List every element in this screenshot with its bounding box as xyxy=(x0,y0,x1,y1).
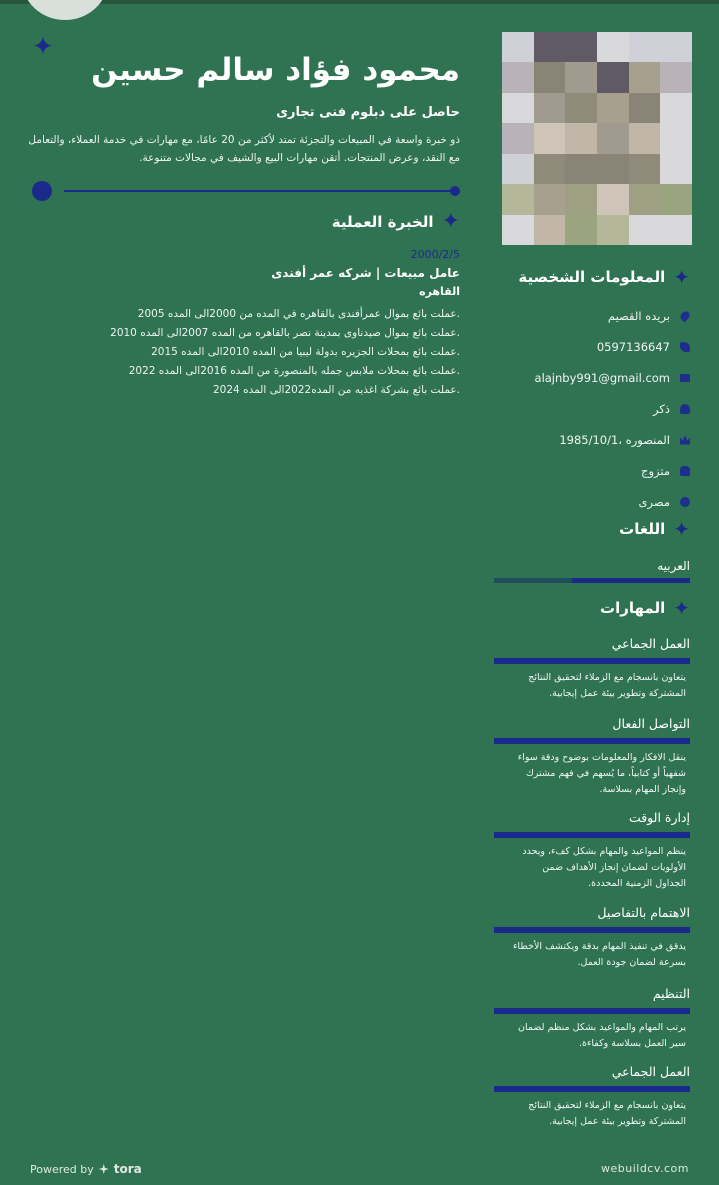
experience-heading-text: الخبرة العملية xyxy=(331,213,434,231)
phone-icon xyxy=(680,342,690,352)
skill-name: التواصل الفعال xyxy=(612,716,690,731)
photo-pixel xyxy=(534,93,566,123)
photo-pixel xyxy=(597,32,629,62)
languages-heading xyxy=(494,517,690,541)
info-email-text[interactable]: alajnby991@gmail.com xyxy=(534,370,670,385)
photo-pixel xyxy=(597,62,629,92)
photo-pixel xyxy=(502,215,534,245)
email-icon xyxy=(680,374,690,382)
info-location xyxy=(494,300,690,331)
sparkle-icon: ✦ xyxy=(673,517,690,541)
info-phone-text: 0597136647 xyxy=(596,339,670,354)
photo-pixel xyxy=(660,32,692,62)
photo-pixel xyxy=(597,215,629,245)
skill-item xyxy=(494,905,690,971)
photo-pixel xyxy=(597,123,629,153)
skill-name: التنظيم xyxy=(652,986,690,1001)
photo-pixel xyxy=(534,184,566,214)
skill-description: يتعاون بانسجام مع الزملاء لتحقيق النتائج المشتركة وتطوير بيئة عمل إيجابية. xyxy=(528,672,686,699)
globe-icon xyxy=(680,497,690,507)
decorative-circle xyxy=(22,0,108,20)
section-divider xyxy=(64,190,454,192)
divider-dot xyxy=(450,186,460,196)
skill-bar xyxy=(494,1086,690,1092)
photo-pixel xyxy=(502,184,534,214)
skill-bar xyxy=(494,1008,690,1014)
skill-description: يدقق في تنفيذ المهام بدقة ويكتشف الأخطاء بسرعة لضمان جودة العمل. xyxy=(512,941,686,968)
skill-name: الاهتمام بالتفاصيل xyxy=(597,905,690,920)
candidate-subtitle: حاصل على دبلوم فنى تجارى xyxy=(276,105,460,120)
photo-pixel xyxy=(502,62,534,92)
crown-icon xyxy=(680,435,690,445)
profile-photo xyxy=(502,32,692,245)
photo-pixel xyxy=(629,93,661,123)
skill-bar xyxy=(494,738,690,744)
language-name: العربيه xyxy=(657,559,690,573)
photo-pixel xyxy=(534,32,566,62)
photo-pixel xyxy=(660,154,692,184)
personal-info-heading xyxy=(494,265,690,289)
skill-name: إدارة الوقت xyxy=(628,810,690,825)
experience-city: القاهره xyxy=(419,285,460,298)
skills-heading-text: المهارات xyxy=(600,599,666,617)
skill-item xyxy=(494,716,690,798)
info-birth xyxy=(494,424,690,455)
photo-pixel xyxy=(502,123,534,153)
skill-description: ينظم المواعيد والمهام بشكل كفء، ويحدد الأولويات لضمان إنجاز الأهداف ضمن الجداول الزمنية المحددة. xyxy=(522,846,686,889)
languages-heading-text: اللغات xyxy=(619,520,666,538)
brand-name: tora xyxy=(113,1162,142,1176)
photo-pixel xyxy=(660,184,692,214)
profile-summary: ذو خبرة واسعة في المبيعات والتجزئة تمتد لأكثر من 20 عامًا، مع مهارات في خدمة العملاء، والتعامل مع النقد، وعرض المنتجات. أتقن مهارات البيع والشيف في مجالات متنوعة. xyxy=(28,134,460,164)
experience-item: .عملت بائع بموال صيدناوى بمدينة نصر بالقاهره من المده 2007الى المده 2010 xyxy=(110,327,460,339)
photo-pixel xyxy=(534,123,566,153)
photo-pixel xyxy=(629,184,661,214)
experience-heading xyxy=(260,210,460,234)
photo-pixel xyxy=(660,93,692,123)
info-birth-text: 1985/10/1، المنصوره xyxy=(559,432,670,447)
photo-pixel xyxy=(629,215,661,245)
sparkle-icon: ✦ xyxy=(673,596,690,620)
info-marital-text: متزوج xyxy=(641,463,670,478)
sparkle-icon: ✦ xyxy=(673,265,690,289)
photo-pixel xyxy=(597,154,629,184)
powered-by-text: Powered by xyxy=(30,1162,94,1176)
experience-item: .عملت بائع بموال عمرأفندى بالقاهره في المده من 2000الى المده 2005 xyxy=(137,308,460,320)
personal-info-list xyxy=(494,300,690,517)
photo-pixel xyxy=(565,154,597,184)
skill-bar xyxy=(494,658,690,664)
photo-pixel xyxy=(565,93,597,123)
skill-bar xyxy=(494,927,690,933)
top-border xyxy=(0,0,719,4)
photo-pixel xyxy=(565,184,597,214)
powered-by[interactable] xyxy=(30,1162,142,1176)
photo-pixel-grid xyxy=(502,32,692,245)
experience-item: .عملت بائع بشركة اغذيه من المده2022الى المده 2024 xyxy=(213,384,460,396)
language-level-bar xyxy=(494,578,690,583)
photo-pixel xyxy=(534,62,566,92)
skill-description: ينقل الافكار والمعلومات بوضوح ودقة سواء شفهياً أو كتابياً، ما يُسهم في فهم مشترك وإنجاز المهام بسلاسة. xyxy=(517,752,686,795)
skill-name: العمل الجماعي xyxy=(611,1064,690,1079)
sparkle-icon: ✦ xyxy=(32,32,54,62)
language-level-fill xyxy=(572,578,690,583)
person-icon xyxy=(680,404,690,414)
info-location-text: بريده القصيم xyxy=(607,308,670,323)
info-marital xyxy=(494,455,690,486)
personal-info-heading-text: المعلومات الشخصية xyxy=(518,268,666,286)
photo-pixel xyxy=(660,62,692,92)
skill-name: العمل الجماعي xyxy=(611,636,690,651)
sparkle-icon: ✦ xyxy=(441,209,460,234)
skill-item xyxy=(494,986,690,1052)
experience-item: .عملت بائع بمحلات الجزيره بدولة ليبيا من المده 2010الى المده 2015 xyxy=(151,346,460,358)
photo-pixel xyxy=(502,32,534,62)
info-phone xyxy=(494,331,690,362)
photo-pixel xyxy=(565,62,597,92)
photo-pixel xyxy=(629,62,661,92)
skill-description: يتعاون بانسجام مع الزملاء لتحقيق النتائج المشتركة وتطوير بيئة عمل إيجابية. xyxy=(528,1100,686,1127)
photo-pixel xyxy=(597,184,629,214)
photo-pixel xyxy=(597,93,629,123)
photo-pixel xyxy=(660,215,692,245)
photo-pixel xyxy=(629,32,661,62)
experience-list xyxy=(60,305,460,400)
tora-logo-icon xyxy=(99,1164,109,1174)
divider-sun-dot xyxy=(32,181,52,201)
photo-pixel xyxy=(565,123,597,153)
photo-pixel xyxy=(660,123,692,153)
photo-pixel xyxy=(534,215,566,245)
photo-pixel xyxy=(534,154,566,184)
info-email[interactable] xyxy=(494,362,690,393)
couple-icon xyxy=(680,466,690,476)
location-pin-icon xyxy=(679,309,692,322)
photo-pixel xyxy=(565,32,597,62)
info-gender-text: ذكر xyxy=(653,401,670,416)
skill-bar xyxy=(494,832,690,838)
info-nationality xyxy=(494,486,690,517)
skill-item xyxy=(494,810,690,892)
candidate-name: محمود فؤاد سالم حسين xyxy=(91,52,460,88)
experience-role: عامل مبيعات | شركه عمر أفندى xyxy=(271,266,460,280)
skill-description: يرتب المهام والمواعيد بشكل منظم لضمان سير العمل بسلاسة وكفاءة. xyxy=(518,1022,686,1049)
skills-heading xyxy=(494,596,690,620)
site-link[interactable]: webuildcv.com xyxy=(600,1162,689,1175)
skill-item xyxy=(494,1064,690,1130)
experience-date: 2000/2/5 xyxy=(410,248,460,261)
skill-item xyxy=(494,636,690,702)
photo-pixel xyxy=(502,154,534,184)
photo-pixel xyxy=(565,215,597,245)
info-nationality-text: مصرى xyxy=(638,494,670,509)
experience-item: .عملت بائع بمحلات ملابس جمله بالمنصورة من المده 2016الى المده 2022 xyxy=(128,365,460,377)
photo-pixel xyxy=(502,93,534,123)
info-gender xyxy=(494,393,690,424)
photo-pixel xyxy=(629,154,661,184)
photo-pixel xyxy=(629,123,661,153)
